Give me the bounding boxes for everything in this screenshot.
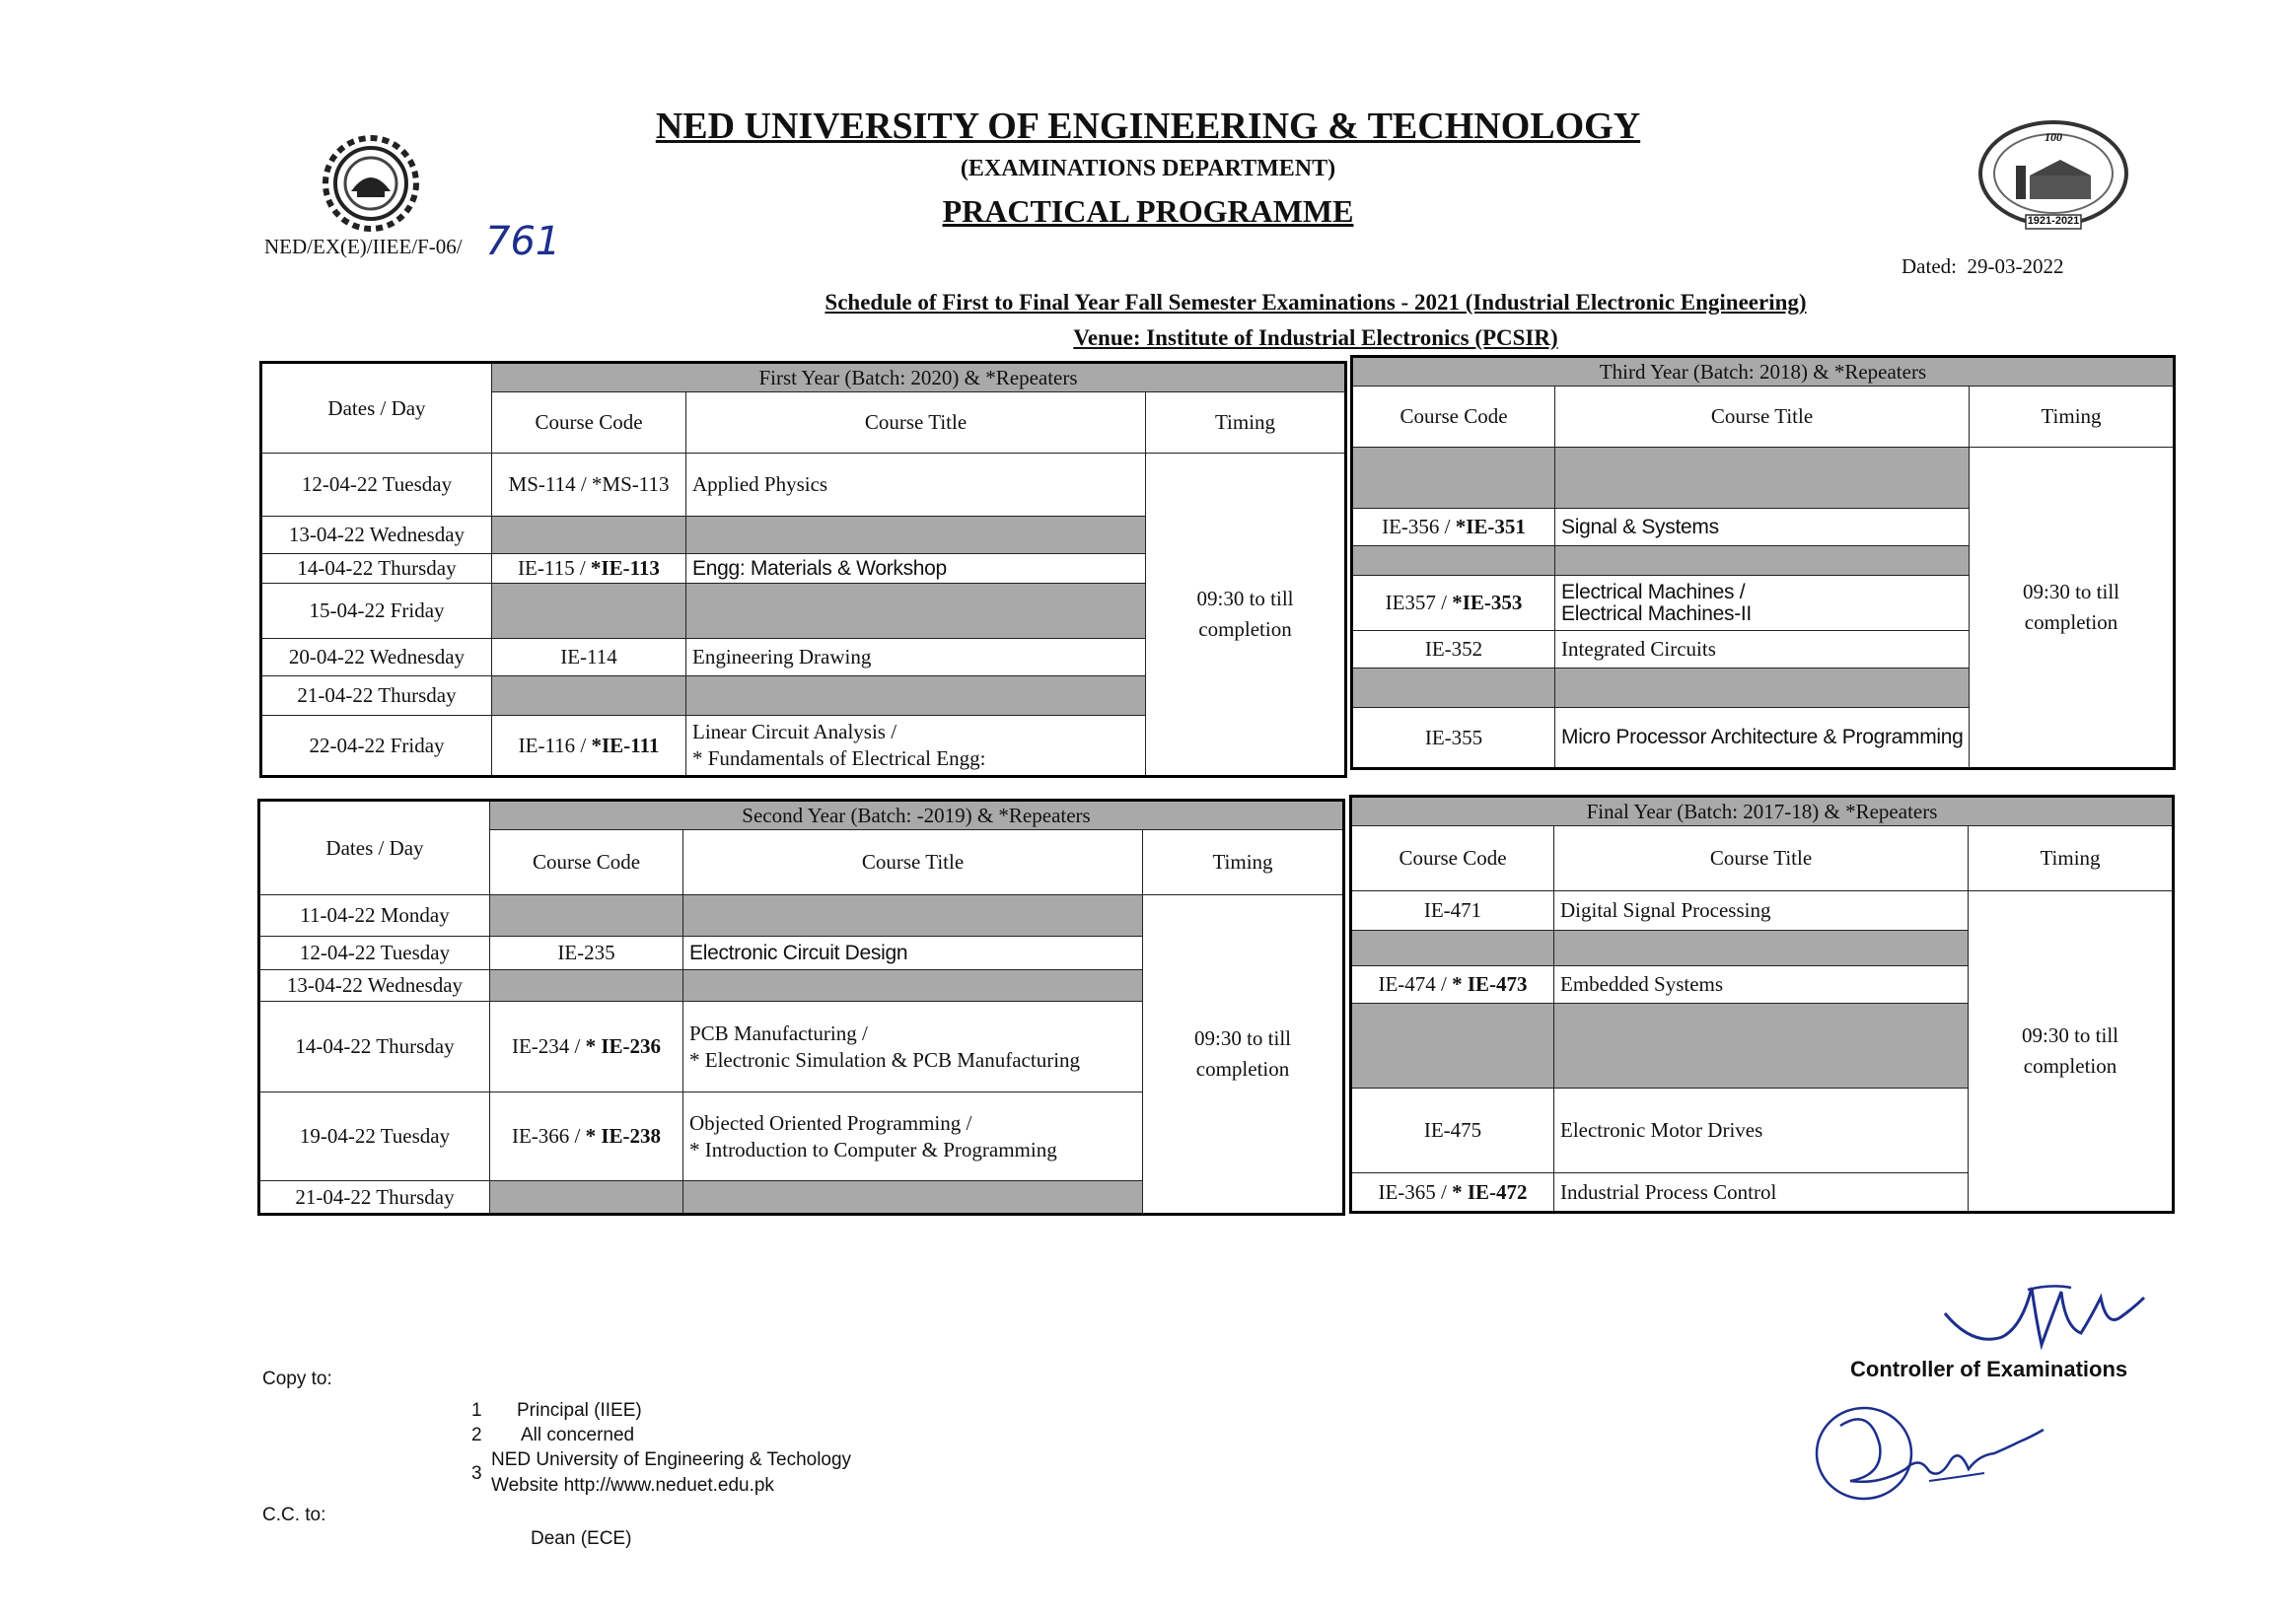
course-title-empty <box>686 676 1146 716</box>
centenary-logo <box>1976 116 2130 233</box>
course-title: Signal & Systems <box>1555 509 1970 546</box>
course-title: Industrial Process Control <box>1554 1173 1969 1213</box>
table-row <box>1351 891 2174 931</box>
course-code-header: Course Code <box>1351 826 1554 891</box>
table-row <box>259 895 1344 937</box>
course-code-empty <box>492 517 686 554</box>
course-title: Electronic Motor Drives <box>1554 1089 1969 1173</box>
table-row <box>261 454 1346 517</box>
course-code-empty <box>490 895 683 937</box>
timing-cell: 09:30 to till completion <box>1146 454 1346 777</box>
course-title-header: Course Title <box>686 392 1146 454</box>
course-code: IE-116 / *IE-111 <box>492 716 686 777</box>
controller-title: Controller of Examinations <box>1850 1357 2128 1381</box>
department-name: (EXAMINATIONS DEPARTMENT) <box>960 156 1336 181</box>
venue-line: Venue: Institute of Industrial Electronics (PCSIR) <box>1073 325 1558 350</box>
copy-list-item: NED University of Engineering & Techology <box>491 1449 852 1470</box>
controller-signature <box>1933 1278 2160 1357</box>
course-code: MS-114 / *MS-113 <box>492 454 686 517</box>
timing-cell: 09:30 to till completion <box>1970 448 2175 769</box>
timing-cell: 09:30 to till completion <box>1143 895 1344 1215</box>
course-code-header: Course Code <box>1352 387 1555 448</box>
course-title-empty <box>1555 546 1970 576</box>
exam-date: 20-04-22 Wednesday <box>261 639 492 676</box>
third-year-group-header: Third Year (Batch: 2018) & *Repeaters <box>1352 357 2175 387</box>
course-title-empty <box>1554 1004 1969 1089</box>
course-code: IE-352 <box>1352 631 1555 669</box>
course-code: IE-356 / *IE-351 <box>1352 509 1555 546</box>
second-year-table <box>257 799 1345 1216</box>
course-code-header: Course Code <box>490 830 683 895</box>
course-code-empty <box>492 584 686 639</box>
exam-date: 19-04-22 Tuesday <box>259 1092 490 1181</box>
exam-date: 11-04-22 Monday <box>259 895 490 937</box>
dates-header: Dates / Day <box>259 801 490 895</box>
dated-label: Dated: <box>1901 254 1957 278</box>
timing-header: Timing <box>1146 392 1346 454</box>
exam-date: 22-04-22 Friday <box>261 716 492 777</box>
course-title: Integrated Circuits <box>1555 631 1970 669</box>
copy-list-item: Principal (IIEE) <box>517 1400 642 1421</box>
cc-to-label: C.C. to: <box>262 1505 326 1525</box>
course-code-header: Course Code <box>492 392 686 454</box>
timing-header: Timing <box>1970 387 2175 448</box>
course-title: Applied Physics <box>686 454 1146 517</box>
course-title-empty <box>683 1181 1143 1215</box>
exam-date: 21-04-22 Thursday <box>261 676 492 716</box>
course-title-empty <box>1554 931 1969 966</box>
third-year-table <box>1350 355 2176 770</box>
copy-list-item: Website http://www.neduet.edu.pk <box>491 1475 774 1496</box>
programme-title: PRACTICAL PROGRAMME <box>942 193 1354 229</box>
course-code: IE-471 <box>1351 891 1554 931</box>
logo-year-label: 1921-2021 <box>2027 215 2080 227</box>
exam-date: 12-04-22 Tuesday <box>259 937 490 970</box>
course-code-empty <box>490 1181 683 1215</box>
first-year-table <box>259 361 1347 778</box>
exam-date: 14-04-22 Thursday <box>261 554 492 584</box>
final-year-group-header: Final Year (Batch: 2017-18) & *Repeaters <box>1351 797 2174 826</box>
course-code: IE-235 <box>490 937 683 970</box>
course-title: Electronic Circuit Design <box>683 937 1143 970</box>
exam-date: 13-04-22 Wednesday <box>259 970 490 1002</box>
copy-list-number: 2 <box>471 1425 482 1445</box>
cc-list-item: Dean (ECE) <box>531 1528 632 1549</box>
logo-centenary-number: 100 <box>2045 130 2062 144</box>
first-year-group-header: First Year (Batch: 2020) & *Repeaters <box>492 363 1346 392</box>
course-title-header: Course Title <box>683 830 1143 895</box>
course-title: Electrical Machines / Electrical Machines-II <box>1555 576 1970 631</box>
course-title: Digital Signal Processing <box>1554 891 1969 931</box>
second-year-group-header: Second Year (Batch: -2019) & *Repeaters <box>490 801 1344 830</box>
exam-date: 21-04-22 Thursday <box>259 1181 490 1215</box>
course-code: IE-114 <box>492 639 686 676</box>
exam-date: 12-04-22 Tuesday <box>261 454 492 517</box>
course-code: IE-474 / * IE-473 <box>1351 966 1554 1004</box>
schedule-title: Schedule of First to Final Year Fall Semester Examinations - 2021 (Industrial Electronic Engineering) <box>825 290 1807 315</box>
course-title-header: Course Title <box>1555 387 1970 448</box>
course-title: Embedded Systems <box>1554 966 1969 1004</box>
course-title: Objected Oriented Programming / * Introduction to Computer & Programming <box>683 1092 1143 1181</box>
course-code: IE357 / *IE-353 <box>1352 576 1555 631</box>
course-title-empty <box>686 517 1146 554</box>
timing-cell: 09:30 to till completion <box>1969 891 2174 1213</box>
course-code-empty <box>1352 669 1555 708</box>
course-title-empty <box>1555 448 1970 509</box>
course-title-empty <box>683 895 1143 937</box>
timing-header: Timing <box>1969 826 2174 891</box>
course-code-empty <box>1352 448 1555 509</box>
course-code: IE-365 / * IE-472 <box>1351 1173 1554 1213</box>
course-code-empty <box>490 970 683 1002</box>
exam-date: 13-04-22 Wednesday <box>261 517 492 554</box>
course-code: IE-366 / * IE-238 <box>490 1092 683 1181</box>
initials-signature <box>1811 1386 2057 1509</box>
reference-number-handwritten: 761 <box>485 219 561 264</box>
course-title: Micro Processor Architecture & Programming <box>1555 708 1970 769</box>
university-title: NED UNIVERSITY OF ENGINEERING & TECHNOLOGY <box>655 106 1641 147</box>
course-code: IE-475 <box>1351 1089 1554 1173</box>
dated-value: 29-03-2022 <box>1967 254 2064 278</box>
course-title: Engg: Materials & Workshop <box>686 554 1146 584</box>
course-code: IE-355 <box>1352 708 1555 769</box>
timing-header: Timing <box>1143 830 1344 895</box>
reference-code: NED/EX(E)/IIEE/F-06/ <box>264 235 463 258</box>
course-code-empty <box>1352 546 1555 576</box>
date-line <box>1901 254 2063 279</box>
course-title-empty <box>1555 669 1970 708</box>
course-code-empty <box>1351 1004 1554 1089</box>
course-code: IE-115 / *IE-113 <box>492 554 686 584</box>
exam-date: 15-04-22 Friday <box>261 584 492 639</box>
course-title: Engineering Drawing <box>686 639 1146 676</box>
copy-list-item: All concerned <box>521 1425 635 1445</box>
course-title: PCB Manufacturing / * Electronic Simulation & PCB Manufacturing <box>683 1002 1143 1092</box>
copy-list-number: 3 <box>471 1463 482 1484</box>
course-code-empty <box>1351 931 1554 966</box>
course-title-empty <box>686 584 1146 639</box>
table-row <box>1352 448 2175 509</box>
course-title-header: Course Title <box>1554 826 1969 891</box>
copy-to-label: Copy to: <box>262 1369 332 1389</box>
course-title: Linear Circuit Analysis / * Fundamentals of Electrical Engg: <box>686 716 1146 777</box>
exam-date: 14-04-22 Thursday <box>259 1002 490 1092</box>
course-code: IE-234 / * IE-236 <box>490 1002 683 1092</box>
copy-list-number: 1 <box>471 1400 482 1421</box>
dates-header: Dates / Day <box>261 363 492 454</box>
course-code-empty <box>492 676 686 716</box>
final-year-table <box>1349 795 2175 1214</box>
course-title-empty <box>683 970 1143 1002</box>
